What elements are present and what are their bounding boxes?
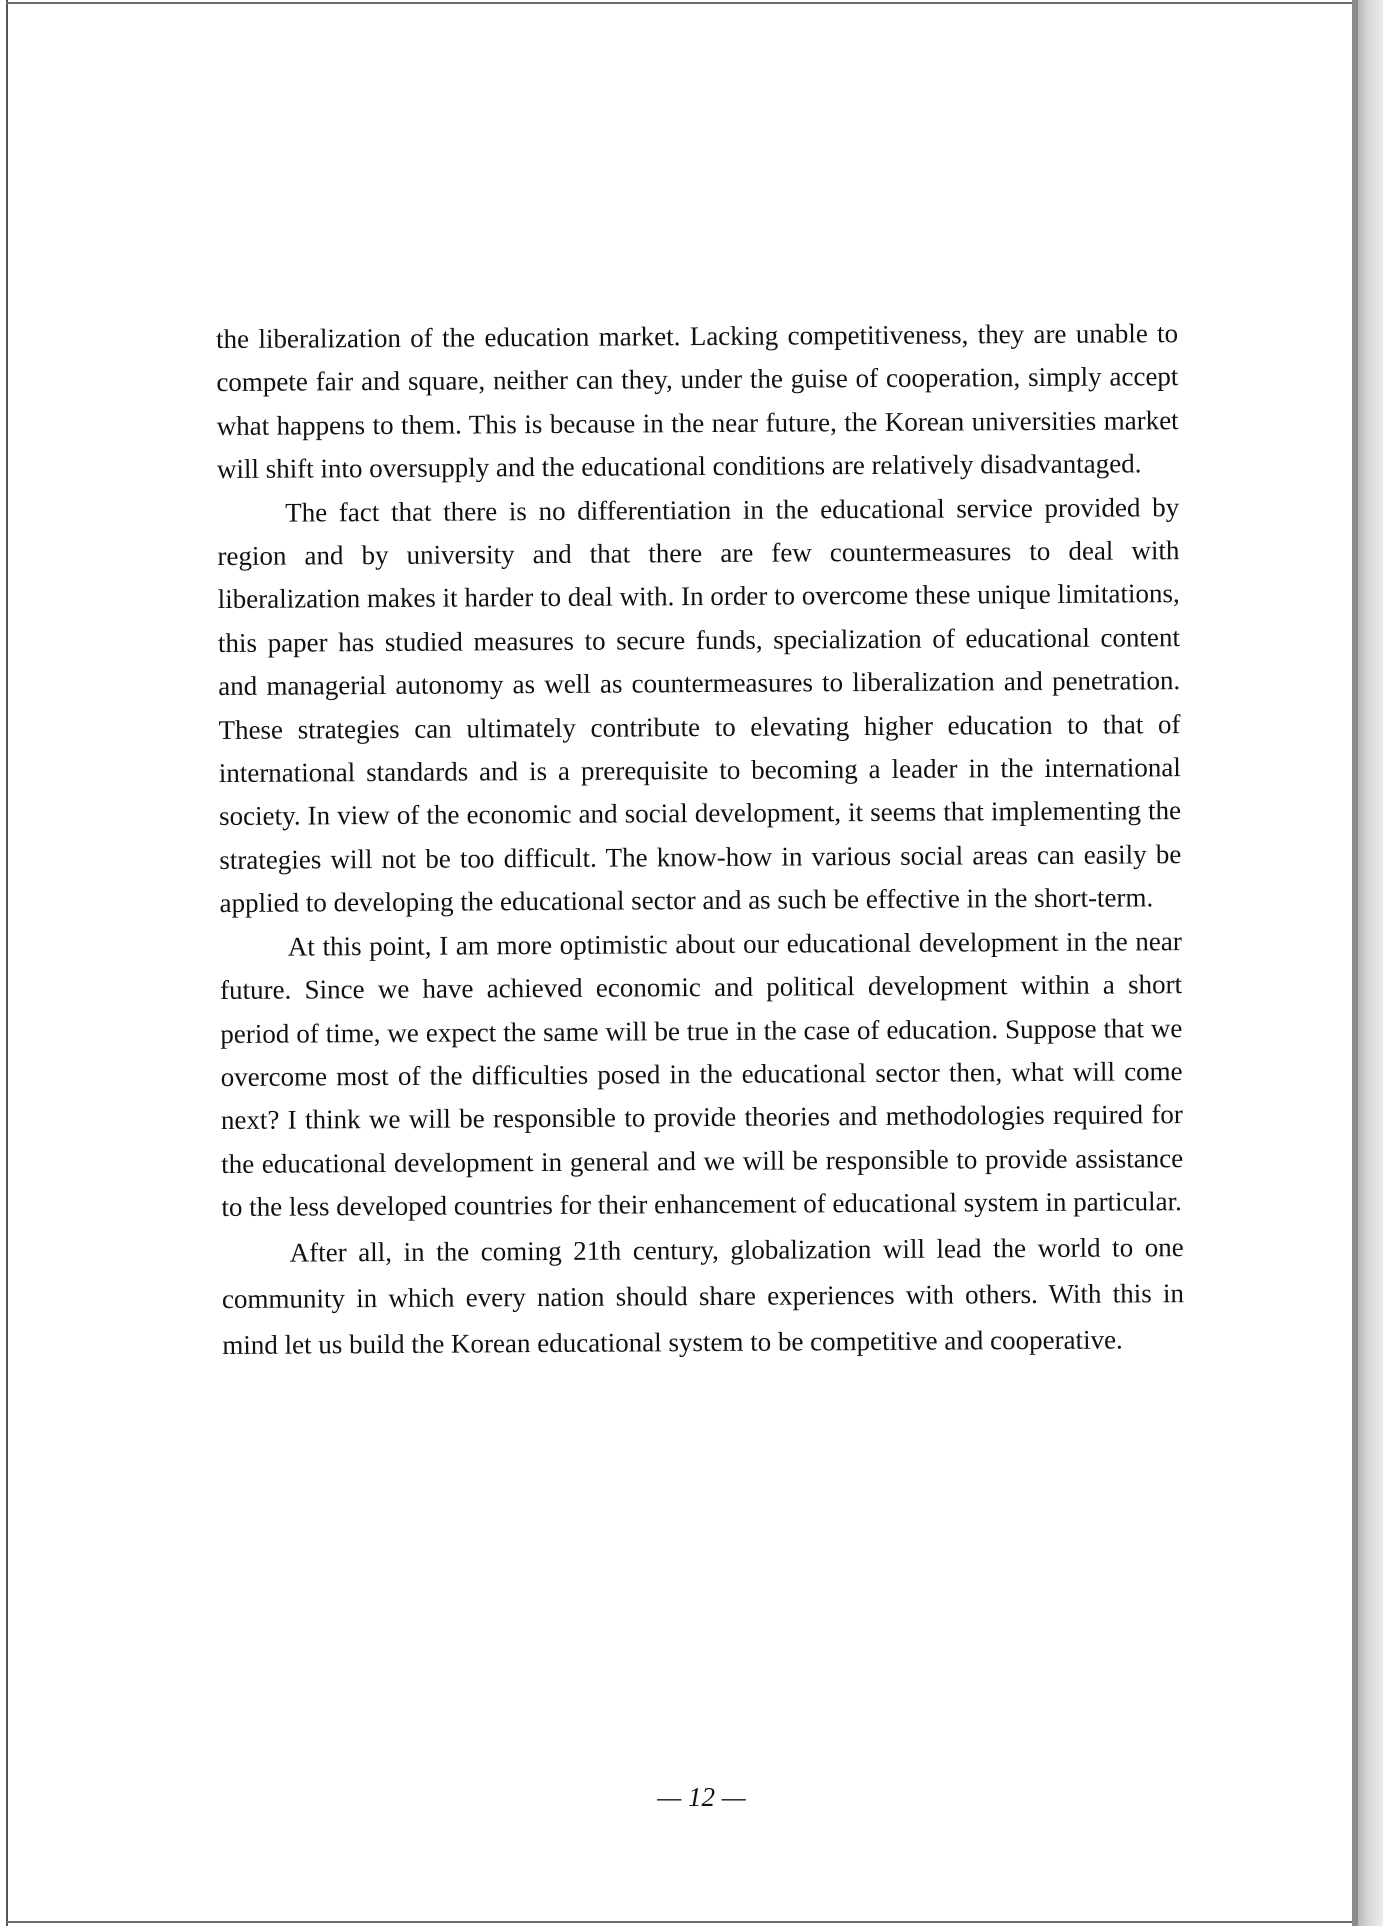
body-text bbox=[216, 312, 1184, 1367]
page-number: — 12 — bbox=[657, 1782, 746, 1812]
paragraph-4: After all, in the coming 21th century, globalization will lead the world to one community in which every nation should share experiences with others. With this in mind let us build the Korean educational system to be competitive and cooperative. bbox=[221, 1231, 1185, 1360]
paragraph-2: The fact that there is no differentiation in the educational service provided by region and by university and that there are few countermeasures to deal with liberalization makes it harder to deal with. In order to overcome these unique limitations, this paper has studied measures to secure funds, specialization of educational content and managerial autonomy as well as countermeasures to liberalization and penetration. These strategies can ultimately contribute to elevating higher education to that of international standards and is a prerequisite to becoming a leader in the international society. In view of the economic and social development, it seems that implementing the strategies will not be too difficult. The know-how in various social areas can easily be applied to developing the educational sector and as such be effective in the short-term. bbox=[217, 491, 1182, 919]
page-border-top bbox=[6, 2, 1358, 4]
paragraph-1: the liberalization of the education market. Lacking competitiveness, they are unable to compete fair and square, neither can they, under the guise of cooperation, simply accept what happens to them. This is because in the near future, the Korean universities market will shift into oversupply and the educational conditions are relatively disadvantaged. bbox=[216, 318, 1179, 485]
paragraph-3: At this point, I am more optimistic about our educational development in the near future. Since we have achieved economic and political development within a short period of time, we expect the same will be true in the case of education. Suppose that we overcome most of the difficulties posed in the educational sector then, what will come next? I think we will be responsible to provide theories and methodologies required for the educational development in general and we will be responsible to provide assistance to the less developed countries for their enhancement of educational system in particular. bbox=[220, 925, 1184, 1223]
page-edge-shadow bbox=[1358, 0, 1383, 1926]
page-border-left bbox=[6, 0, 8, 1926]
page-border-bottom bbox=[6, 1921, 1358, 1923]
